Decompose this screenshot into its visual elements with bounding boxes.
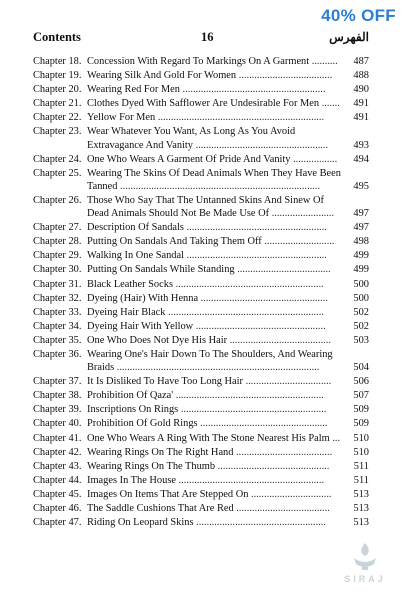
chapter-title: Dyeing Hair Black xyxy=(87,306,166,318)
chapter-number: Chapter 29. xyxy=(33,250,82,262)
leader-dots: ....................................................... xyxy=(179,84,326,96)
chapter-number: Chapter 24. xyxy=(33,153,82,165)
chapter-number: Chapter 33. xyxy=(33,306,82,318)
toc-entry xyxy=(33,249,369,262)
chapter-page-number: 488 xyxy=(353,70,369,82)
toc-entry xyxy=(33,432,369,445)
chapter-title: Prohibition Of Qaza' xyxy=(87,390,174,402)
leader-dots: .................................................. xyxy=(193,320,326,332)
leader-dots: ................................................... xyxy=(193,139,329,151)
toc-entry xyxy=(33,111,369,124)
chapter-page-number: 510 xyxy=(353,432,369,444)
leader-dots: .............................................................................. xyxy=(114,362,320,374)
lamp-logo-icon xyxy=(348,540,382,574)
leader-dots: ........................ xyxy=(269,208,335,220)
toc-entry xyxy=(33,153,369,166)
chapter-body xyxy=(87,516,369,529)
toc-entry xyxy=(33,55,369,68)
chapter-page-number: 487 xyxy=(353,56,369,67)
chapter-body xyxy=(87,111,369,124)
chapter-body xyxy=(87,460,369,473)
chapter-number: Chapter 35. xyxy=(33,334,82,346)
chapter-number: Chapter 18. xyxy=(33,56,82,67)
chapter-page-number: 499 xyxy=(353,250,369,262)
toc-entry xyxy=(33,194,369,220)
chapter-body xyxy=(87,221,369,234)
chapter-number: Chapter 21. xyxy=(33,98,82,110)
chapter-page-number: 513 xyxy=(353,488,369,500)
chapter-number: Chapter 38. xyxy=(33,390,82,402)
chapter-title: Images On Items That Are Stepped On xyxy=(87,488,249,500)
chapter-page-number: 511 xyxy=(353,460,369,472)
chapter-title: Inscriptions On Rings xyxy=(87,404,179,416)
discount-badge: 40% OFF xyxy=(321,6,396,25)
toc-entry xyxy=(33,516,369,529)
chapter-body xyxy=(87,417,369,430)
chapter-page-number: 499 xyxy=(353,264,369,276)
chapter-body xyxy=(87,474,369,487)
chapter-title: Description Of Sandals xyxy=(87,222,184,234)
chapter-page-number: 506 xyxy=(353,376,369,388)
page-header xyxy=(33,30,369,48)
chapter-title: One Who Does Not Dye His Hair xyxy=(87,334,228,346)
chapter-page-number: 503 xyxy=(353,334,369,346)
toc-entry xyxy=(33,348,369,374)
chapter-body xyxy=(87,403,369,416)
toc-entry xyxy=(33,334,369,347)
chapter-number: Chapter 20. xyxy=(33,84,82,96)
chapter-page-number: 510 xyxy=(353,446,369,458)
leader-dots: .................................... xyxy=(236,70,333,82)
toc-entry xyxy=(33,83,369,96)
chapter-title: One Who Wears A Garment Of Pride And Vanity xyxy=(87,153,291,165)
leader-dots: ......................................................... xyxy=(172,278,324,290)
siraj-watermark xyxy=(334,540,396,592)
leader-dots: ... xyxy=(329,432,341,444)
toc-entry xyxy=(33,69,369,82)
chapter-body xyxy=(87,125,369,151)
toc-entry xyxy=(33,292,369,305)
chapter-number: Chapter 31. xyxy=(33,278,82,290)
leader-dots: .................................................. xyxy=(193,517,326,529)
chapter-number: Chapter 23. xyxy=(33,126,82,138)
chapter-number: Chapter 45. xyxy=(33,488,82,500)
chapter-page-number: 513 xyxy=(353,503,369,514)
toc-entry xyxy=(33,320,369,333)
chapter-page-number: 509 xyxy=(353,418,369,430)
header-contents-label: Contents xyxy=(33,30,81,44)
table-of-contents xyxy=(33,55,369,530)
toc-entry xyxy=(33,403,369,416)
chapter-body xyxy=(87,153,369,166)
chapter-page-number: 495 xyxy=(353,180,369,192)
leader-dots: ....................................... xyxy=(227,334,331,346)
chapter-title: Wearing Red For Men xyxy=(87,84,180,96)
chapter-page-number: 513 xyxy=(353,517,369,529)
toc-entry xyxy=(33,125,369,151)
chapter-body xyxy=(87,55,369,68)
chapter-page-number: 497 xyxy=(353,208,369,220)
page-number: 16 xyxy=(201,30,214,44)
chapter-number: Chapter 26. xyxy=(33,194,82,206)
chapter-title: Concession With Regard To Markings On A Garment xyxy=(87,56,310,67)
chapter-body xyxy=(87,194,369,220)
leader-dots: ................................................................ xyxy=(155,112,325,124)
chapter-page-number: 500 xyxy=(353,292,369,304)
toc-entry xyxy=(33,502,369,515)
chapter-body xyxy=(87,488,369,501)
toc-entry xyxy=(33,375,369,388)
toc-entry xyxy=(33,488,369,501)
leader-dots: ........................................................ xyxy=(175,474,325,486)
chapter-title: Yellow For Men xyxy=(87,112,156,124)
chapter-body xyxy=(87,292,369,305)
chapter-number: Chapter 47. xyxy=(33,517,82,529)
toc-entry xyxy=(33,167,369,193)
chapter-body xyxy=(87,446,369,459)
toc-entry xyxy=(33,263,369,276)
leader-dots: ......................................................... xyxy=(173,390,324,402)
chapter-body xyxy=(87,278,369,291)
chapter-body xyxy=(87,502,369,515)
chapter-title: Wearing The Skins Of Dead Animals When They Have Been Tanned xyxy=(87,167,341,192)
toc-entry xyxy=(33,221,369,234)
chapter-page-number: 494 xyxy=(353,153,369,165)
chapter-number: Chapter 25. xyxy=(33,167,82,179)
leader-dots: .......... xyxy=(309,56,338,67)
leader-dots: .................................... xyxy=(233,503,330,514)
chapter-body xyxy=(87,375,369,388)
toc-entry xyxy=(33,446,369,459)
chapter-number: Chapter 37. xyxy=(33,376,82,388)
chapter-title: Dyeing (Hair) With Henna xyxy=(87,292,199,304)
leader-dots: ................. xyxy=(290,153,338,165)
leader-dots: ........................... xyxy=(261,236,335,248)
chapter-number: Chapter 27. xyxy=(33,222,82,234)
header-arabic-label: الفهرس xyxy=(329,30,369,44)
chapter-title: Putting On Sandals And Taking Them Off xyxy=(87,236,262,248)
chapter-title: Wear Whatever You Want, As Long As You Avoid Extravagance And Vanity xyxy=(87,126,296,151)
chapter-number: Chapter 34. xyxy=(33,320,82,332)
toc-entry xyxy=(33,417,369,430)
leader-dots: ................................................. xyxy=(198,292,328,304)
chapter-page-number: 500 xyxy=(353,278,369,290)
toc-entry xyxy=(33,389,369,402)
chapter-body xyxy=(87,306,369,319)
chapter-number: Chapter 30. xyxy=(33,264,82,276)
chapter-page-number: 491 xyxy=(353,98,369,110)
chapter-page-number: 497 xyxy=(353,222,369,234)
toc-entry xyxy=(33,306,369,319)
chapter-body xyxy=(87,83,369,96)
chapter-number: Chapter 32. xyxy=(33,292,82,304)
chapter-number: Chapter 40. xyxy=(33,418,82,430)
chapter-title: Wearing One's Hair Down To The Shoulders, And Wearing Braids xyxy=(87,348,333,374)
leader-dots: ...................................................... xyxy=(184,250,327,262)
chapter-number: Chapter 22. xyxy=(33,112,82,124)
chapter-body xyxy=(87,97,369,110)
chapter-title: Wearing Rings On The Right Hand xyxy=(87,446,234,458)
chapter-title: The Saddle Cushions That Are Red xyxy=(87,503,234,514)
chapter-number: Chapter 46. xyxy=(33,503,82,514)
chapter-body xyxy=(87,249,369,262)
chapter-number: Chapter 42. xyxy=(33,446,82,458)
chapter-page-number: 511 xyxy=(353,474,369,486)
chapter-body xyxy=(87,69,369,82)
chapter-page-number: 491 xyxy=(353,112,369,124)
toc-entry xyxy=(33,97,369,110)
chapter-body xyxy=(87,235,369,248)
chapter-title: One Who Wears A Ring With The Stone Nearest His Palm xyxy=(87,432,330,444)
chapter-number: Chapter 36. xyxy=(33,348,82,360)
leader-dots: .................................... xyxy=(234,264,331,276)
chapter-title: Wearing Rings On The Thumb xyxy=(87,460,216,472)
chapter-title: Those Who Say That The Untanned Skins And Sinew Of Dead Animals Should Not Be Made Use Of xyxy=(87,194,324,220)
chapter-title: Walking In One Sandal xyxy=(87,250,184,262)
leader-dots: ....... xyxy=(319,98,340,110)
chapter-title: Clothes Dyed With Safflower Are Undesirable For Men xyxy=(87,98,320,110)
chapter-page-number: 509 xyxy=(353,404,369,416)
chapter-body xyxy=(87,348,369,374)
toc-entry xyxy=(33,235,369,248)
chapter-body xyxy=(87,263,369,276)
leader-dots: ................................. xyxy=(243,376,332,388)
chapter-title: Images In The House xyxy=(87,474,176,486)
chapter-number: Chapter 28. xyxy=(33,236,82,248)
chapter-page-number: 502 xyxy=(353,320,369,332)
chapter-title: It Is Disliked To Have Too Long Hair xyxy=(87,376,244,388)
leader-dots: ..................................... xyxy=(233,446,333,458)
chapter-number: Chapter 39. xyxy=(33,404,82,416)
leader-dots: ...................................................... xyxy=(183,222,327,234)
chapter-number: Chapter 43. xyxy=(33,460,82,472)
chapter-page-number: 498 xyxy=(353,236,369,248)
toc-entry xyxy=(33,278,369,291)
leader-dots: ............................................................................. xyxy=(117,180,321,192)
leader-dots: ............................... xyxy=(248,488,332,500)
leader-dots: ................................................. xyxy=(197,418,328,430)
leader-dots: ........................................... xyxy=(215,460,330,472)
chapter-page-number: 490 xyxy=(353,84,369,96)
chapter-number: Chapter 19. xyxy=(33,70,82,82)
chapter-body xyxy=(87,334,369,347)
chapter-title: Black Leather Socks xyxy=(87,278,173,290)
chapter-title: Dyeing Hair With Yellow xyxy=(87,320,194,332)
toc-entry xyxy=(33,474,369,487)
watermark-text: SIRAJ xyxy=(344,574,386,584)
chapter-page-number: 502 xyxy=(353,306,369,318)
chapter-page-number: 493 xyxy=(353,139,369,151)
chapter-title: Riding On Leopard Skins xyxy=(87,517,194,529)
toc-entry xyxy=(33,460,369,473)
chapter-body xyxy=(87,389,369,402)
leader-dots: ............................................................ xyxy=(165,306,324,318)
chapter-title: Putting On Sandals While Standing xyxy=(87,264,235,276)
chapter-body xyxy=(87,320,369,333)
chapter-number: Chapter 41. xyxy=(33,432,82,444)
chapter-page-number: 504 xyxy=(353,362,369,374)
chapter-page-number: 507 xyxy=(353,390,369,402)
chapter-number: Chapter 44. xyxy=(33,474,82,486)
chapter-body xyxy=(87,167,369,193)
chapter-title: Prohibition Of Gold Rings xyxy=(87,418,198,430)
chapter-body xyxy=(87,432,369,445)
leader-dots: ........................................................ xyxy=(178,404,327,416)
chapter-title: Wearing Silk And Gold For Women xyxy=(87,70,237,82)
